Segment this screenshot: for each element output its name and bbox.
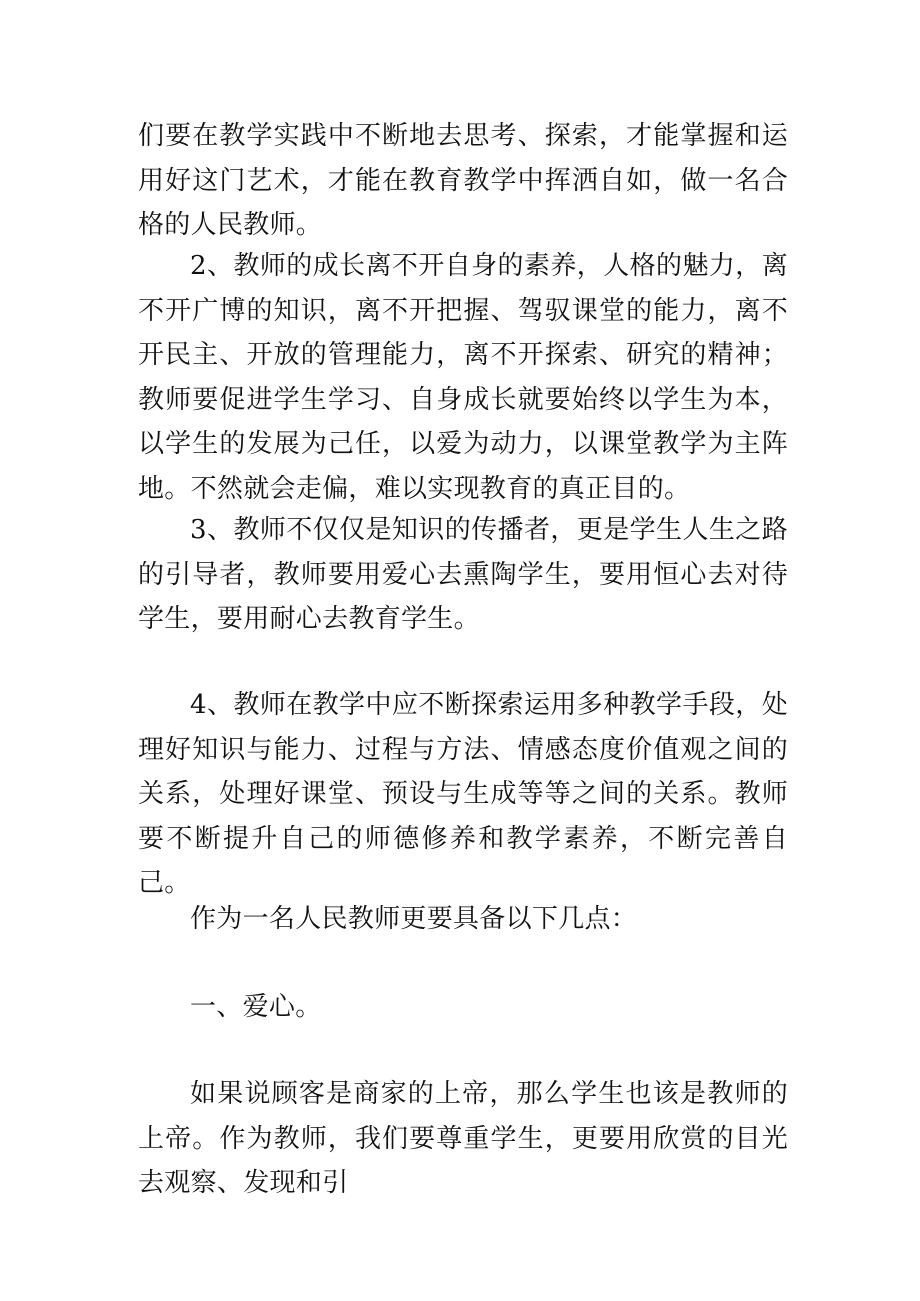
paragraph-continuation: 们要在教学实践中不断地去思考、探索，才能掌握和运用好这门艺术，才能在教育教学中挥洒自如，做一名合格的人民教师。 xyxy=(138,121,788,240)
paragraph-point-2: 2、教师的成长离不开自身的素养，人格的魅力，离不开广博的知识，离不开把握、驾驭课堂的能力，离不开民主、开放的管理能力，离不开探索、研究的精神；教师要促进学生学习、自身成长就要始终以学生为本，以学生的发展为己任，以爱为动力，以课堂教学为主阵地。不然就会走偏，难以实现教育的真正目的。 xyxy=(138,251,788,504)
paragraph-point-3: 3、教师不仅仅是知识的传播者，更是学生人生之路的引导者，教师要用爱心去熏陶学生，要用恒心去对待学生，要用耐心去教育学生。 xyxy=(138,515,788,634)
paragraph-intro-qualities: 作为一名人民教师更要具备以下几点： xyxy=(190,904,638,934)
section-heading-love: 一、爱心。 xyxy=(190,992,322,1022)
paragraph-love-body: 如果说顾客是商家的上帝，那么学生也该是教师的上帝。作为教师，我们要尊重学生，更要用欣赏的目光去观察、发现和引 xyxy=(138,1079,788,1198)
paragraph-point-4: 4、教师在教学中应不断探索运用多种教学手段，处理好知识与能力、过程与方法、情感态度价值观之间的关系，处理好课堂、预设与生成等等之间的关系。教师要不断提升自己的师德修养和教学素养，不断完善自己。 xyxy=(138,690,788,898)
